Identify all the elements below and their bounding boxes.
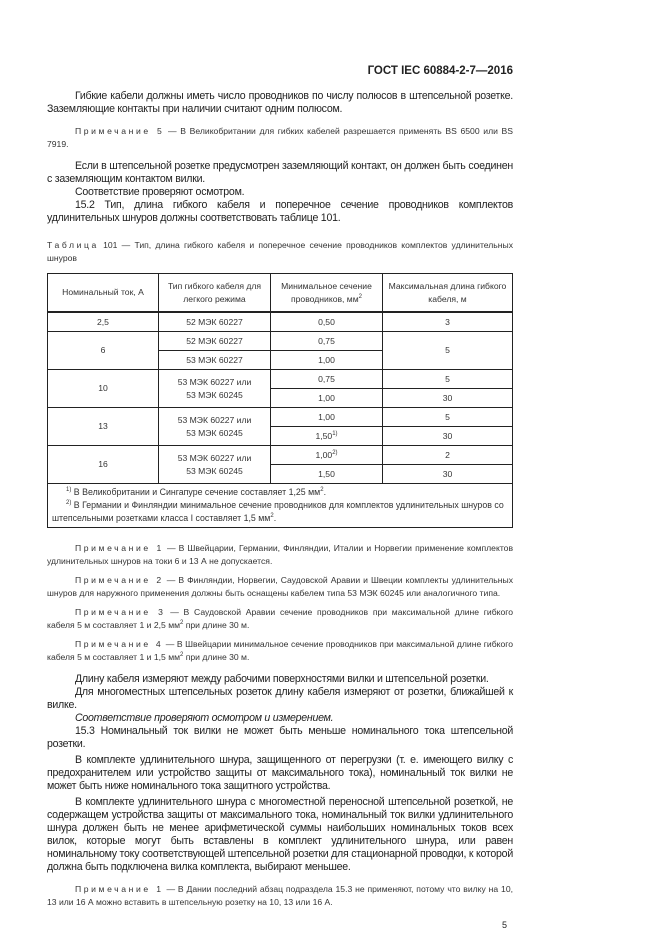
- note-text-end: при длине 30 м.: [183, 620, 250, 630]
- footnote-mark: 1): [66, 487, 72, 493]
- table-row: [48, 370, 513, 389]
- note-text-end: при длине 30 м.: [183, 652, 250, 662]
- col-header-section: [271, 274, 383, 313]
- footnote-ref: 2): [332, 449, 338, 456]
- note-text: — В Великобритании для гибких кабелей разрешается применять BS 6500 или BS 7919.: [47, 126, 513, 149]
- cell: 10: [48, 370, 159, 408]
- cell: 53 МЭК 60227: [159, 351, 271, 370]
- paragraph-text: Гибкие кабели должны иметь число проводников по числу полюсов в штепсельной розетке. Заземляющие контакты при наличии считают одним полюсом.: [47, 90, 513, 115]
- note-text: — В Швейцарии минимальное сечение проводников при максимальной длине гибкого кабеля 5 м составляет 1 и 1,5 мм: [47, 639, 514, 662]
- cell: 5: [383, 332, 513, 370]
- cell: 5: [383, 370, 513, 389]
- section-15-2: 15.2 Тип, длина гибкого кабеля и поперечное сечение проводников комплектов удлинительных шнуров должны соответствовать таблице 101.: [47, 199, 513, 224]
- note-label: Примечание 1: [75, 543, 164, 553]
- note-label: Примечание 1: [75, 884, 164, 894]
- cell-line: 53 МЭК 60227 или: [177, 414, 252, 425]
- footnote: [52, 486, 508, 499]
- footnote-ref: 1): [332, 430, 338, 437]
- superscript: 2: [180, 652, 184, 658]
- footnote-mark: 2): [66, 500, 72, 506]
- superscript: 2: [358, 293, 362, 300]
- paragraph-text: В комплекте удлинительного шнура с многоместной переносной штепсельной розеткой, не содержащем устройства защиты от максимального тока, номинальный ток вилки удлинительного шнура должен быть не менее арифметической суммы наибольших номинальных токов всех вилок, которые могут быть вставлены в комплект удлинительного шнура, или равен номинальному току соответствующей штепсельной розетки для стационарной проводки, к которой должна быть подключена вилка комплекта, выбирают меньшее.: [47, 796, 513, 873]
- note-text: — В Швейцарии, Германии, Финляндии, Италии и Норвегии применение комплектов удлинительных шнуров на токи 6 и 13 А не допускается.: [47, 543, 514, 566]
- superscript: 2: [270, 513, 274, 519]
- paragraph-text: Соответствие проверяют осмотром.: [75, 186, 245, 198]
- table-row: [48, 408, 513, 427]
- table-caption: [47, 239, 513, 265]
- section-15-3: 15.3 Номинальный ток вилки не может быть меньше номинального тока штепсельной розетки.: [47, 725, 513, 750]
- note-label: Примечание 4: [75, 639, 164, 649]
- footnotes-cell: [48, 484, 513, 528]
- note-label: Примечание 2: [75, 575, 164, 585]
- paragraph: [47, 90, 513, 116]
- cell: 6: [48, 332, 159, 370]
- cell: [159, 446, 271, 484]
- table-101: [47, 273, 513, 528]
- cell: 30: [383, 465, 513, 484]
- paragraph-text: В комплекте удлинительного шнура, защищенного от перегрузки (т. е. имеющего вилку с предохранителем или устройство защиты от максимального тока), номинальный ток вилки не может быть ниже номинального тока защитного устройства.: [47, 754, 513, 792]
- table-row: [48, 312, 513, 332]
- header-text: Минимальное сечение проводников, мм: [281, 280, 372, 304]
- cell: [271, 446, 383, 465]
- footnote-end: .: [273, 513, 277, 523]
- cell: [271, 427, 383, 446]
- cell: 52 МЭК 60227: [159, 312, 271, 332]
- cell-line: 53 МЭК 60245: [186, 389, 243, 400]
- cell: 0,50: [271, 312, 383, 332]
- cell-line: 53 МЭК 60227 или: [177, 376, 252, 387]
- cell-line: 53 МЭК 60227 или: [177, 452, 252, 463]
- cell: 0,75: [271, 332, 383, 351]
- note-label: Примечание 5: [75, 126, 165, 136]
- cell: 16: [48, 446, 159, 484]
- cell-text: 1,50: [315, 430, 333, 441]
- cell: 30: [383, 389, 513, 408]
- table-header-row: [48, 274, 513, 313]
- paragraph-text: Для многоместных штепсельных розеток длину кабеля измеряют от розетки, ближайшей к вилке.: [47, 686, 513, 711]
- cell: [159, 408, 271, 446]
- note-1: [47, 542, 513, 568]
- footnote-text: В Великобритании и Сингапуре сечение составляет 1,25 мм: [71, 487, 321, 497]
- paragraph: [47, 160, 513, 225]
- superscript: 2: [320, 487, 324, 493]
- superscript: 2: [180, 620, 184, 626]
- paragraph-text: Если в штепсельной розетке предусмотрен заземляющий контакт, он должен быть соединен с заземляющим контактом вилки.: [47, 160, 513, 185]
- note-label: Примечание 3: [75, 607, 166, 617]
- col-header-length: Максимальная длина гибкого кабеля, м: [383, 274, 513, 313]
- col-header-current: Номинальный ток, А: [48, 274, 159, 313]
- cell: 1,00: [271, 389, 383, 408]
- note-text: — В Финляндии, Норвегии, Саудовской Аравии и Швеции комплекты удлинительных шнуров для наружного применения должны быть оснащены кабелем типа 53 МЭК 60245 или аналогичного типа.: [47, 575, 514, 598]
- cell: 13: [48, 408, 159, 446]
- final-note: [47, 883, 513, 909]
- footnote: [52, 499, 508, 525]
- note-3: [47, 606, 513, 632]
- body-section: [47, 673, 513, 874]
- cell: 1,00: [271, 408, 383, 427]
- col-header-type: Тип гибкого кабеля для легкого режима: [159, 274, 271, 313]
- cell: 3: [383, 312, 513, 332]
- cell: 2: [383, 446, 513, 465]
- note-2: [47, 574, 513, 600]
- table-row: [48, 446, 513, 465]
- page-number: 5: [501, 920, 507, 930]
- cell: 0,75: [271, 370, 383, 389]
- footnote-text: В Германии и Финляндии минимальное сечение проводников для комплектов удлинительных шнуров со штепсельными розетками класса I составляет 1,5 мм: [52, 500, 504, 523]
- cell-line: 53 МЭК 60245: [186, 427, 243, 438]
- note-text: — В Саудовской Аравии сечение проводников при максимальной длине гибкого кабеля 5 м составляет 1 и 2,5 мм: [47, 607, 514, 630]
- paragraph-text: Длину кабеля измеряют между рабочими поверхностями вилки и штепсельной розетки.: [75, 673, 489, 685]
- cell-line: 53 МЭК 60245: [186, 465, 243, 476]
- cell-text: 1,00: [315, 449, 333, 460]
- note-5: [47, 125, 513, 151]
- table-row: [48, 332, 513, 351]
- compliance-text: Соответствие проверяют осмотром и измерением.: [75, 712, 334, 724]
- cell: 1,50: [271, 465, 383, 484]
- cell: 30: [383, 427, 513, 446]
- cell: 52 МЭК 60227: [159, 332, 271, 351]
- caption-text: 101 — Тип, длина гибкого кабеля и поперечное сечение проводников комплектов удлинительных шнуров: [47, 240, 513, 263]
- page-content: [47, 0, 513, 951]
- cell: [159, 370, 271, 408]
- cell: 2,5: [48, 312, 159, 332]
- cell: 1,00: [271, 351, 383, 370]
- document-header: ГОСТ IEC 60884-2-7—2016: [367, 65, 513, 77]
- footnote-end: .: [323, 487, 327, 497]
- note-4: [47, 638, 513, 664]
- caption-label: Таблица: [47, 240, 99, 250]
- table-footnotes: [48, 484, 513, 528]
- cell: 5: [383, 408, 513, 427]
- note-text: — В Дании последний абзац подраздела 15.3 не применяют, потому что вилку на 10, 13 или 16 А можно вставить в штепсельную розетку на 10, 13 или 16 А.: [47, 884, 514, 907]
